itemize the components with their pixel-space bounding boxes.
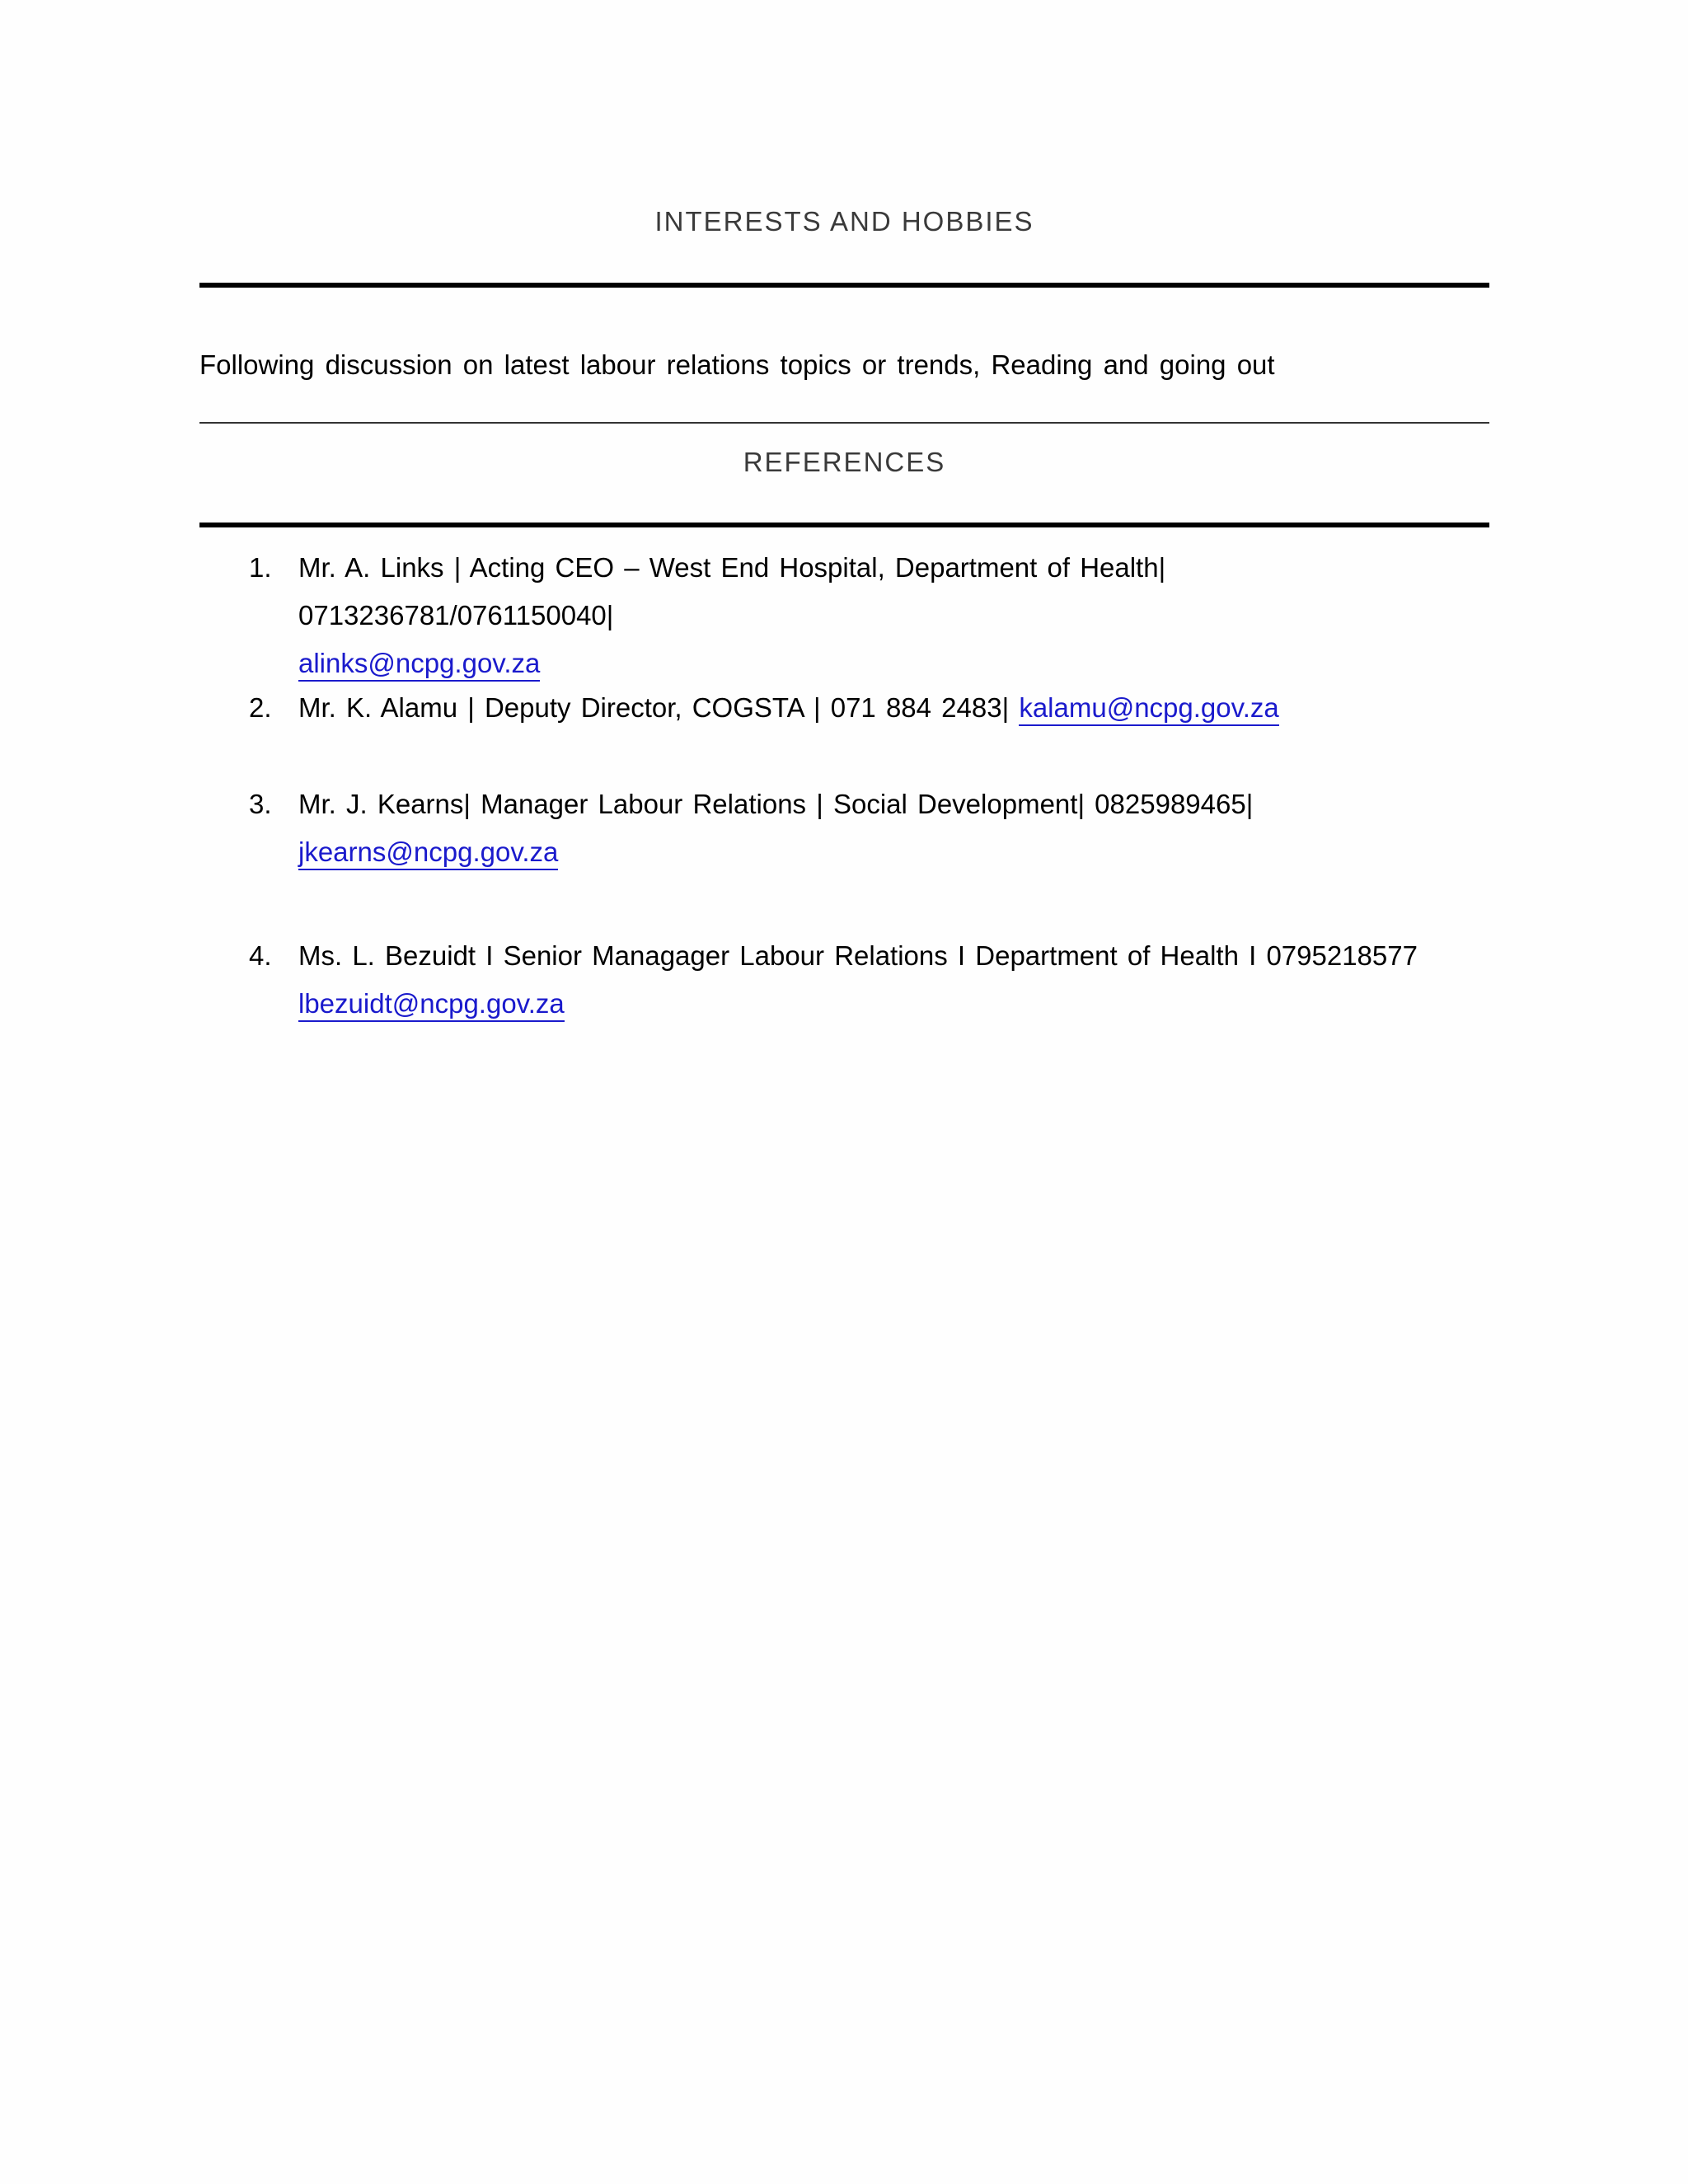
references-heading: REFERENCES [743, 447, 946, 477]
reference-body [298, 932, 1489, 1028]
reference-body [298, 684, 1489, 732]
reference-email-link[interactable]: lbezuidt@ncpg.gov.za [298, 988, 565, 1022]
interests-heading: INTERESTS AND HOBBIES [654, 206, 1034, 237]
section-divider [199, 283, 1489, 288]
reference-text: Mr. A. Links | Acting CEO – West End Hospital, Department of Health| 0713236781/0761150040| [298, 552, 1166, 630]
reference-number: 4. [249, 940, 272, 971]
reference-email-link[interactable]: alinks@ncpg.gov.za [298, 648, 540, 682]
section-divider [199, 523, 1489, 527]
reference-text: Mr. J. Kearns| Manager Labour Relations | Social Development| 0825989465| [298, 789, 1254, 819]
reference-text: Ms. L. Bezuidt I Senior Managager Labour Relations I Department of Health I 0795218577 [298, 940, 1418, 971]
reference-body [298, 780, 1489, 876]
reference-number: 2. [249, 692, 272, 723]
interests-text: Following discussion on latest labour relations topics or trends, Reading and going out [199, 349, 1275, 380]
dashed-divider [199, 422, 1489, 424]
reference-text: Mr. K. Alamu | Deputy Director, COGSTA | 071 884 2483| [298, 692, 1010, 723]
reference-email-link[interactable]: jkearns@ncpg.gov.za [298, 837, 558, 870]
reference-email-link[interactable]: kalamu@ncpg.gov.za [1019, 692, 1278, 726]
reference-body [298, 544, 1489, 687]
reference-number: 3. [249, 789, 272, 819]
reference-number: 1. [249, 552, 272, 583]
